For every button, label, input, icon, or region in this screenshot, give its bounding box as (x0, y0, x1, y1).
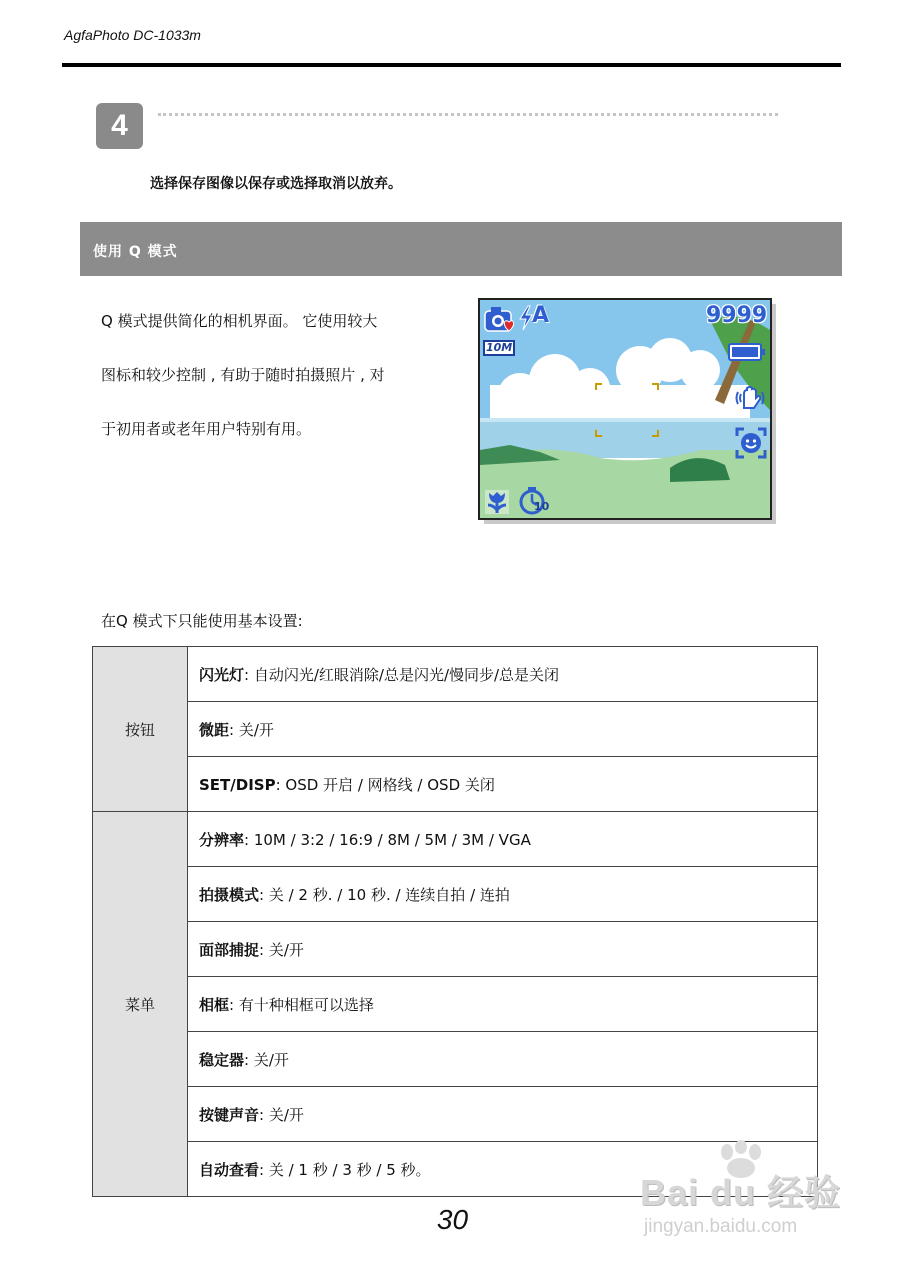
group-cell-buttons: 按钮 (93, 647, 188, 812)
setting-name: 拍摄模式 (199, 885, 260, 904)
setting-value: : 10M / 3:2 / 16:9 / 8M / 5M / 3M / VGA (244, 830, 531, 849)
section-heading-bar (80, 222, 842, 276)
setting-cell (188, 702, 818, 757)
setting-cell (188, 977, 818, 1032)
table-row (93, 1087, 818, 1142)
table-row (93, 647, 818, 702)
shots-remaining: 9999 (706, 303, 768, 328)
setting-name: 稳定器 (199, 1050, 245, 1069)
page-number: 30 (436, 1204, 469, 1235)
setting-cell (188, 647, 818, 702)
table-row (93, 922, 818, 977)
intro-line-3: 于初用者或老年用户特别有用。 (101, 420, 312, 438)
setting-cell (188, 922, 818, 977)
face-detect-icon (735, 427, 767, 459)
setting-cell (188, 1032, 818, 1087)
setting-name: 面部捕捉 (199, 940, 260, 959)
setting-name: 按键声音 (199, 1105, 260, 1124)
setting-value: : 关/开 (259, 1105, 304, 1124)
setting-cell (188, 757, 818, 812)
setting-name: 自动查看 (199, 1160, 260, 1179)
setting-value: : 关 / 1 秒 / 3 秒 / 5 秒。 (259, 1160, 431, 1179)
group-cell-menu: 菜单 (93, 812, 188, 1197)
document-header-model: AgfaPhoto DC-1033m (64, 27, 201, 43)
setting-value: : 有十种相框可以选择 (229, 995, 374, 1014)
settings-table (92, 646, 818, 1197)
setting-name: 相框 (199, 995, 230, 1014)
setting-value: : 关/开 (244, 1050, 289, 1069)
setting-value: : 关/开 (259, 940, 304, 959)
resolution-badge: 10M (483, 340, 515, 356)
battery-icon (728, 342, 766, 362)
table-row (93, 1032, 818, 1087)
setting-cell (188, 1087, 818, 1142)
table-row (93, 757, 818, 812)
setting-value: : 自动闪光/红眼消除/总是闪光/慢同步/总是关闭 (244, 665, 560, 684)
step-instruction: 选择保存图像以保存或选择取消以放弃。 (150, 176, 402, 192)
macro-flower-icon (485, 490, 509, 514)
basic-settings-caption: 在Q 模式下只能使用基本设置: (101, 612, 303, 630)
table-row (93, 812, 818, 867)
table-row (93, 977, 818, 1032)
setting-name: 分辨率 (199, 830, 245, 849)
self-timer-seconds: 10 (534, 500, 550, 513)
stabilizer-hand-icon (734, 384, 766, 410)
setting-cell (188, 812, 818, 867)
setting-value: : 关 / 2 秒. / 10 秒. / 连续自拍 / 连拍 (259, 885, 510, 904)
setting-name: 闪光灯 (199, 665, 245, 684)
step-dotted-divider (158, 113, 778, 116)
setting-name: 微距 (199, 720, 230, 739)
step-number-badge: 4 (96, 103, 143, 149)
flash-mode-label: A (532, 303, 550, 328)
section-title: 使用 Q 模式 (93, 244, 178, 260)
setting-value: : OSD 开启 / 网格线 / OSD 关闭 (275, 775, 495, 794)
intro-line-1: Q 模式提供简化的相机界面。 它使用较大 (101, 312, 378, 330)
camera-heart-icon (483, 304, 519, 334)
table-row (93, 702, 818, 757)
table-row (93, 867, 818, 922)
setting-value: : 关/开 (229, 720, 274, 739)
setting-name: SET/DISP (199, 775, 276, 794)
setting-cell (188, 867, 818, 922)
header-rule (62, 63, 841, 67)
watermark-url: jingyan.baidu.com (644, 1216, 798, 1237)
camera-lcd-illustration (478, 298, 772, 520)
watermark-brand: Bai du 经验 (640, 1172, 842, 1213)
intro-line-2: 图标和较少控制 , 有助于随时拍摄照片 , 对 (101, 366, 385, 384)
